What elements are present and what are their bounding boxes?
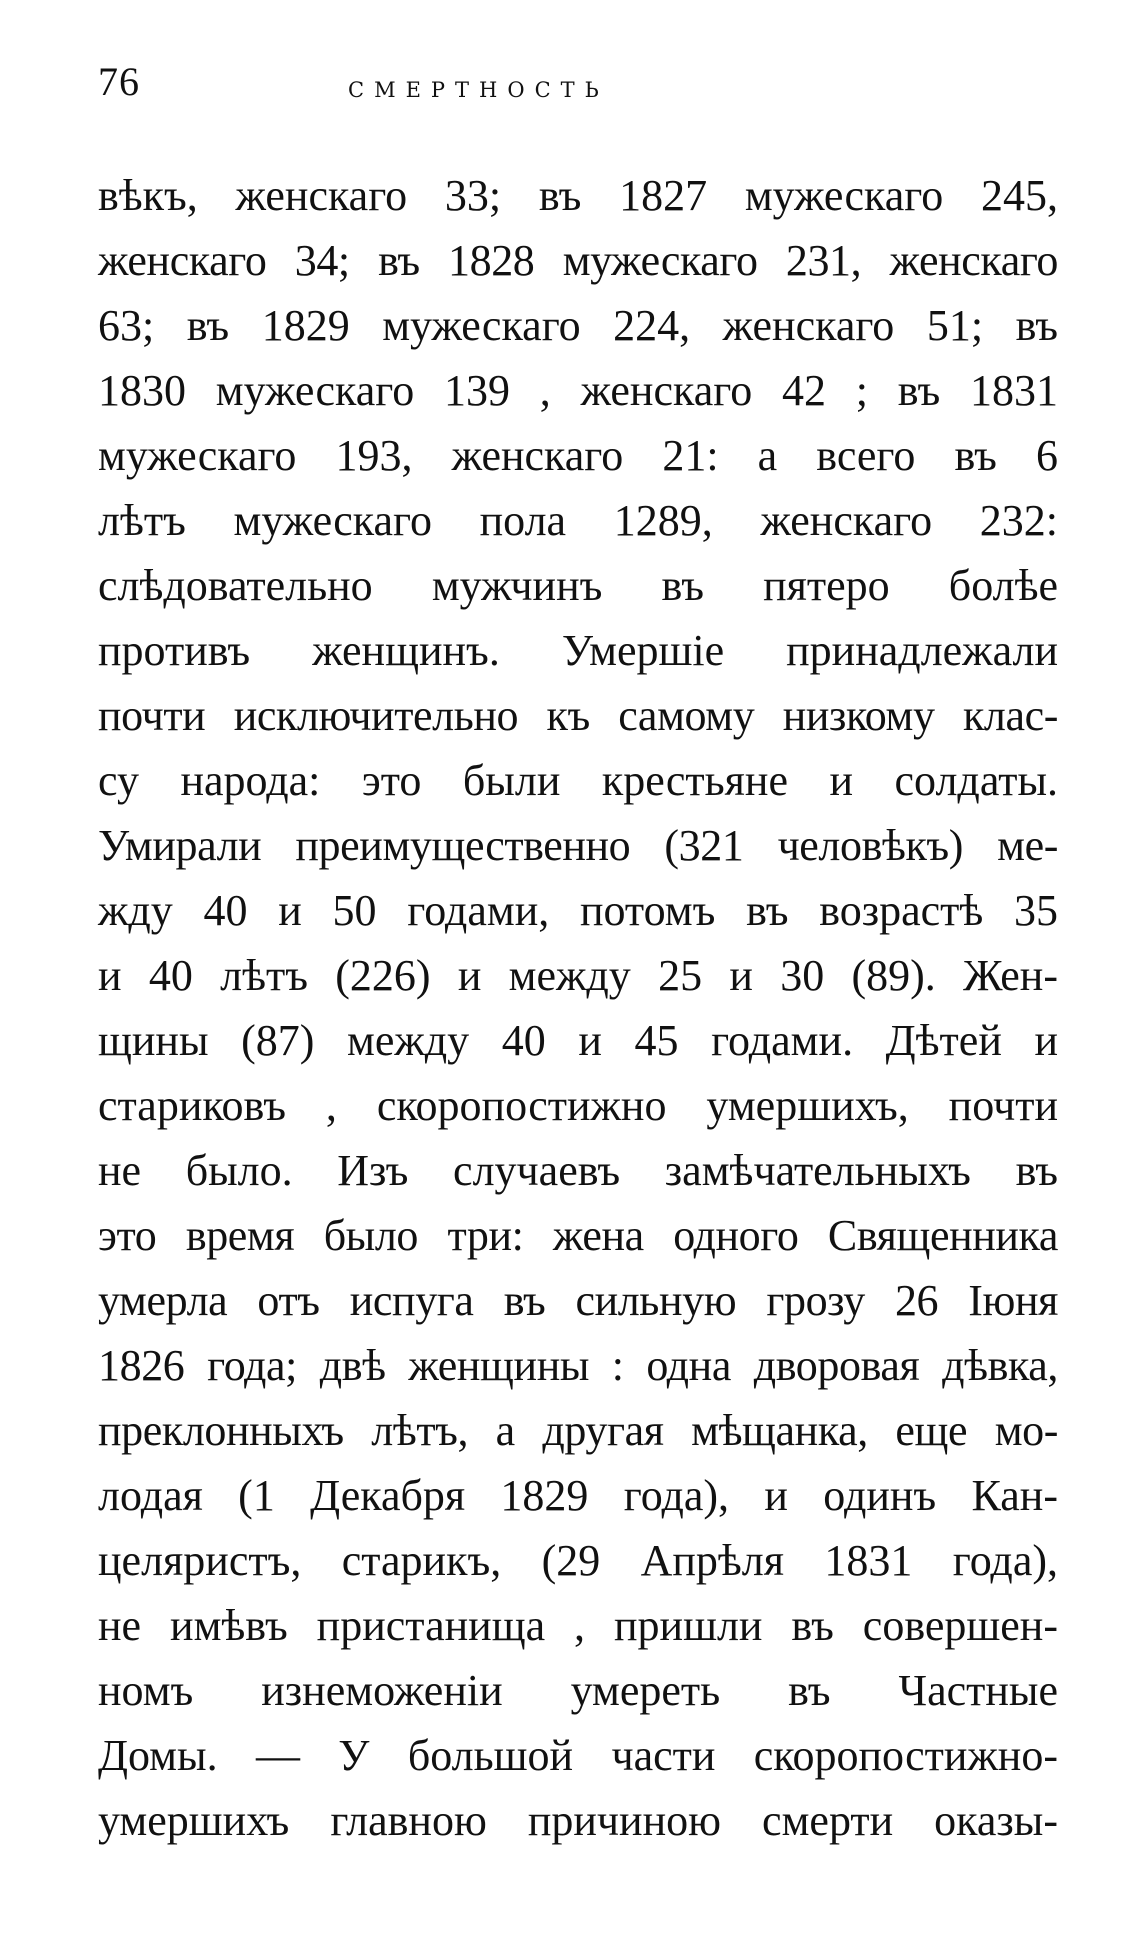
text-line-21: лодая (1 Декабря 1829 года), и одинъ Кан- xyxy=(98,1471,1058,1520)
body-text xyxy=(98,163,1058,1853)
text-line-7: слѣдовательно мужчинъ въ пятеро болѣе xyxy=(98,561,1058,610)
page-number: 76 xyxy=(98,59,140,104)
text-line-12: жду 40 и 50 годами, потомъ въ возрастѣ 35 xyxy=(98,886,1058,935)
text-line-15: стариковъ , скоропостижно умершихъ, почти xyxy=(98,1081,1058,1130)
text-line-11: Умирали преимущественно (321 человѣкъ) ме- xyxy=(98,821,1058,870)
page-header xyxy=(98,59,1058,122)
text-line-4: 1830 мужескаго 139 , женскаго 42 ; въ 1831 xyxy=(98,366,1058,415)
text-line-24: номъ изнеможеніи умереть въ Частные xyxy=(98,1666,1058,1715)
text-line-16: не было. Изъ случаевъ замѣчательныхъ въ xyxy=(98,1146,1058,1195)
running-head: СМЕРТНОСТЬ xyxy=(348,78,609,102)
text-line-20: преклонныхъ лѣтъ, а другая мѣщанка, еще мо- xyxy=(98,1406,1058,1455)
text-line-3: 63; въ 1829 мужескаго 224, женскаго 51; въ xyxy=(98,301,1058,350)
text-line-8: противъ женщинъ. Умершіе принадлежали xyxy=(98,626,1058,675)
text-line-26: умершихъ главною причиною смерти оказы- xyxy=(98,1796,1058,1845)
text-line-25: Домы. — У большой части скоропостижно- xyxy=(98,1731,1058,1780)
text-line-18: умерла отъ испуга въ сильную грозу 26 Іюня xyxy=(98,1276,1058,1325)
text-line-10: су народа: это были крестьяне и солдаты. xyxy=(98,756,1058,805)
text-line-22: целяристъ, старикъ, (29 Апрѣля 1831 года), xyxy=(98,1536,1058,1585)
text-line-14: щины (87) между 40 и 45 годами. Дѣтей и xyxy=(98,1016,1058,1065)
text-line-6: лѣтъ мужескаго пола 1289, женскаго 232: xyxy=(98,496,1058,545)
text-line-2: женскаго 34; въ 1828 мужескаго 231, женскаго xyxy=(98,236,1058,285)
text-line-9: почти исключительно къ самому низкому клас- xyxy=(98,691,1058,740)
text-line-5: мужескаго 193, женскаго 21: а всего въ 6 xyxy=(98,431,1058,480)
text-line-1: вѣкъ, женскаго 33; въ 1827 мужескаго 245, xyxy=(98,171,1058,220)
text-line-23: не имѣвъ пристанища , пришли въ совершен- xyxy=(98,1601,1058,1650)
text-line-19: 1826 года; двѣ женщины : одна дворовая дѣвка, xyxy=(98,1341,1058,1390)
text-line-17: это время было три: жена одного Священника xyxy=(98,1211,1058,1260)
text-line-13: и 40 лѣтъ (226) и между 25 и 30 (89). Жен- xyxy=(98,951,1058,1000)
